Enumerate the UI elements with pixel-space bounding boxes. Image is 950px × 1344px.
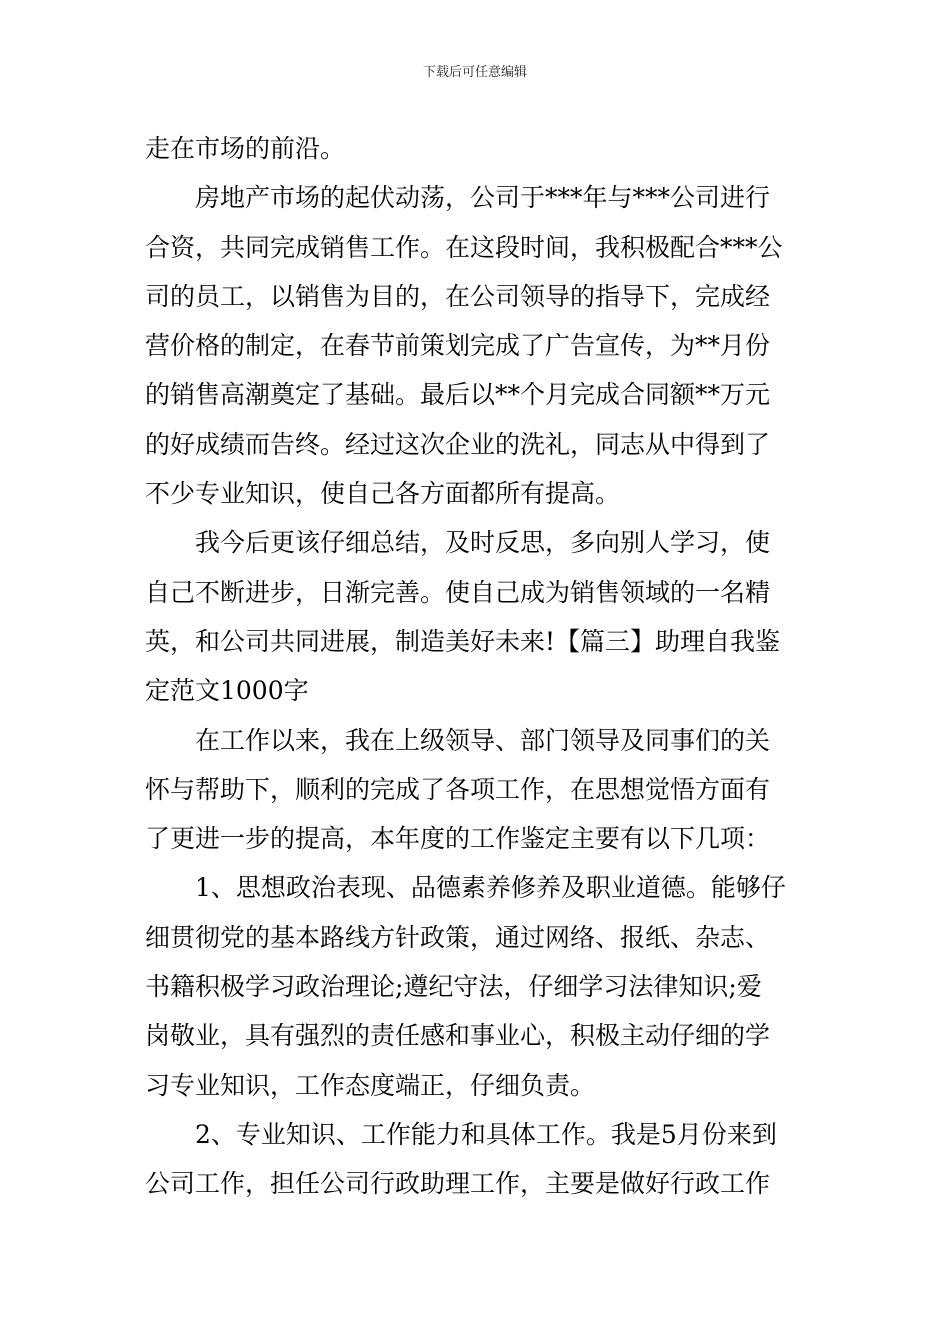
text-line: 2、专业知识、工作能力和具体工作。我是5月份来到 — [195, 1119, 777, 1149]
text-line: 英，和公司共同进展，制造美好未来!【篇三】助理自我鉴 — [145, 626, 781, 656]
text-line: 岗敬业，具有强烈的责任感和事业心，积极主动仔细的学 — [145, 1021, 771, 1051]
text-line: 合资，共同完成销售工作。在这段时间，我积极配合***公 — [145, 232, 783, 262]
text-line: 走在市场的前沿。 — [145, 134, 346, 163]
text-line: 1、思想政治表现、品德素养修养及职业道德。能够仔 — [195, 873, 786, 903]
text-line: 怀与帮助下，顺利的完成了各项工作，在思想觉悟方面有 — [145, 774, 771, 804]
text-line: 的好成绩而告终。经过这次企业的洗礼，同志从中得到了 — [145, 429, 771, 459]
text-line: 公司工作，担任公司行政助理工作，主要是做好行政工作 — [145, 1169, 771, 1199]
text-line: 我今后更该仔细总结，及时反思，多向别人学习，使 — [195, 528, 771, 558]
text-line: 自己不断进步，日渐完善。使自己成为销售领域的一名精 — [145, 577, 771, 607]
page-header: 下载后可任意编辑 — [422, 65, 527, 80]
document-body — [145, 124, 810, 1209]
text-line: 了更进一步的提高，本年度的工作鉴定主要有以下几项： — [145, 824, 771, 854]
text-line: 习专业知识，工作态度端正，仔细负责。 — [145, 1070, 596, 1100]
text-line: 书籍积极学习政治理论;遵纪守法，仔细学习法律知识;爱 — [145, 972, 762, 1002]
text-line: 不少专业知识，使自己各方面都所有提高。 — [145, 479, 621, 509]
text-line: 营价格的制定，在春节前策划完成了广告宣传，为**月份 — [145, 331, 771, 361]
text-line: 在工作以来，我在上级领导、部门领导及同事们的关 — [195, 725, 771, 755]
text-line: 房地产市场的起伏动荡，公司于***年与***公司进行 — [195, 183, 771, 213]
text-line: 细贯彻党的基本路线方针政策，通过网络、报纸、杂志、 — [145, 922, 771, 952]
text-line: 定范文1000字 — [145, 676, 309, 706]
text-line: 司的员工，以销售为目的，在公司领导的指导下，完成经 — [145, 281, 771, 311]
text-line: 的销售高潮奠定了基础。最后以**个月完成合同额**万元 — [145, 380, 771, 410]
